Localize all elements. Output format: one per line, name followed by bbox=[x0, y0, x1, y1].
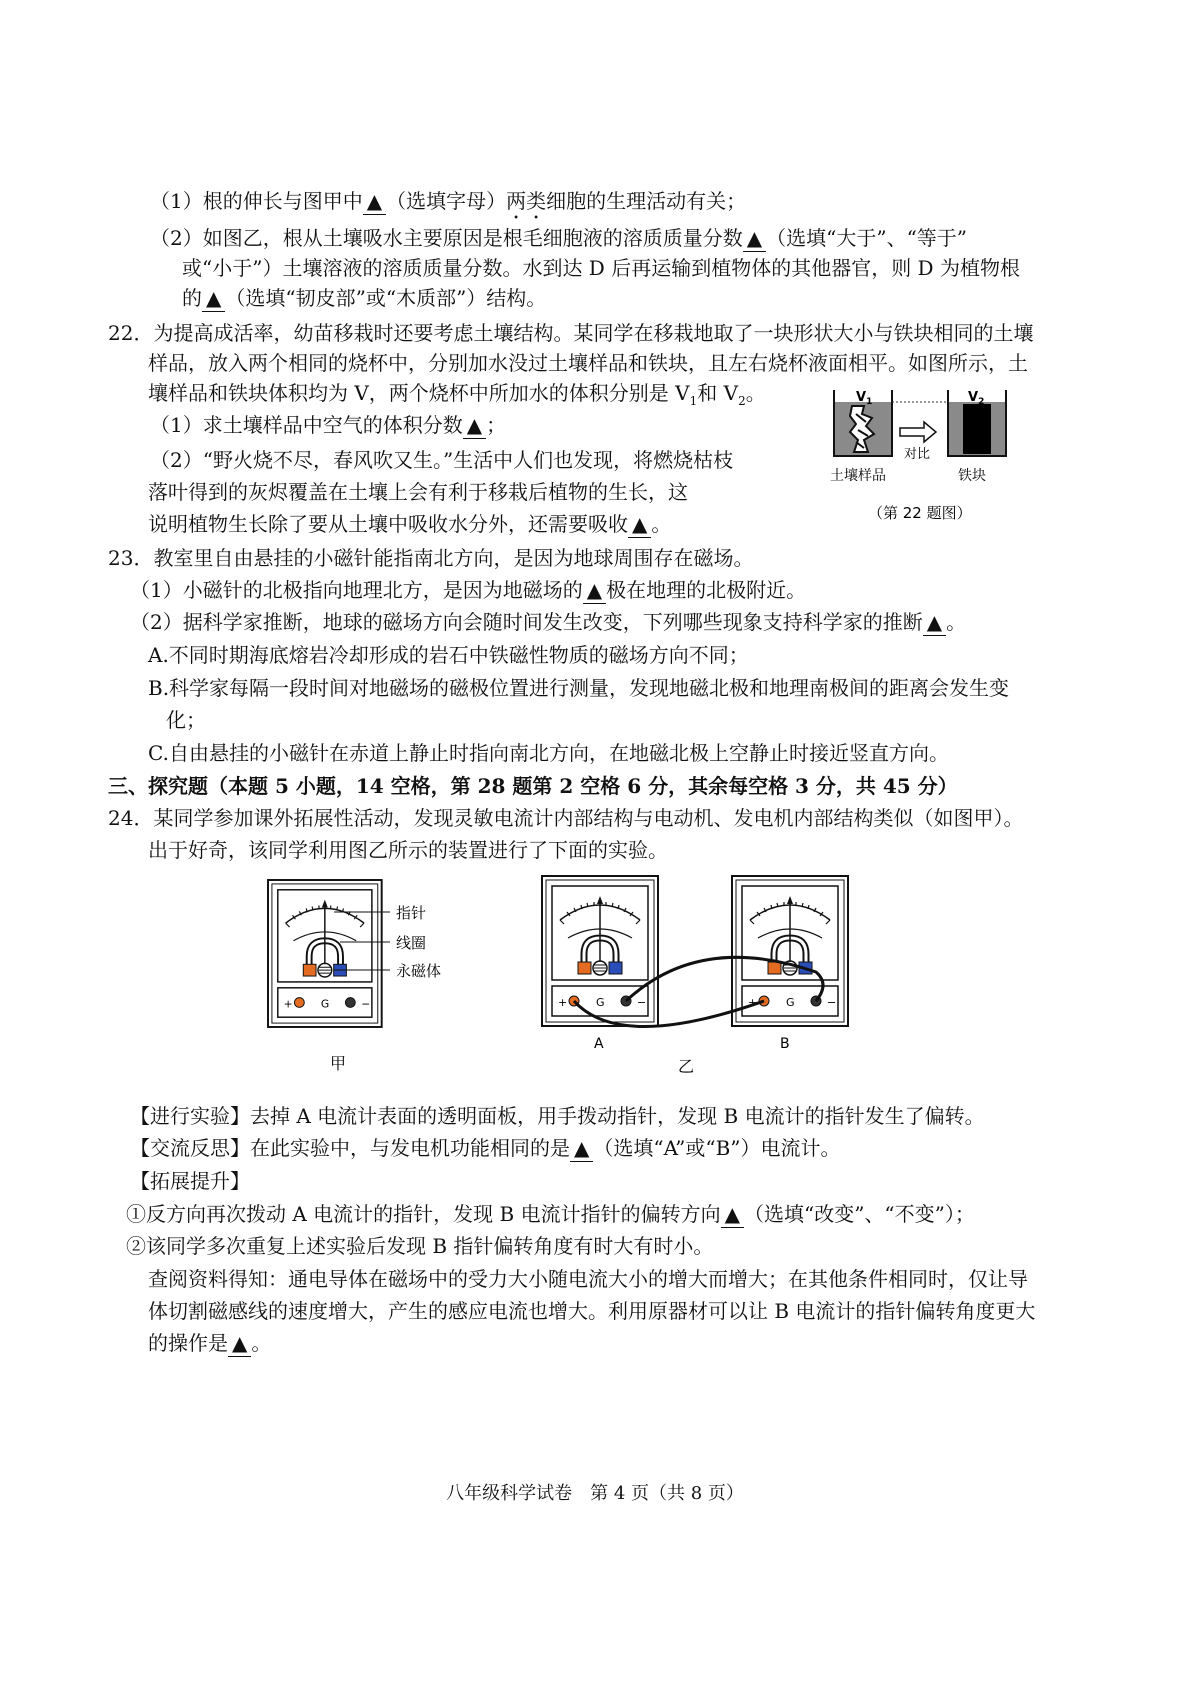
answer-blank[interactable]: ▲ bbox=[363, 188, 386, 215]
svg-text:G: G bbox=[320, 997, 330, 1011]
meter-a-label: A bbox=[594, 1036, 604, 1052]
q24-extension-title: 【拓展提升】 bbox=[130, 1169, 250, 1193]
q24-experiment: 【进行实验】去掉 A 电流计表面的透明面板，用手拨动指针，发现 B 电流计的指针发生了偏转。 bbox=[130, 1104, 985, 1128]
q22-part1: （1）求土壤样品中空气的体积分数 ▲ ； bbox=[150, 413, 507, 437]
q23-stem: 23．教室里自由悬挂的小磁针能指南北方向，是因为地球周围存在磁场。 bbox=[108, 546, 754, 570]
v2-label: $V_2$ bbox=[968, 390, 985, 407]
q24-stem-line1: 24．某同学参加课外拓展性活动，发现灵敏电流计内部结构与电动机、发电机内部结构类似（如图甲）。 bbox=[108, 806, 1024, 830]
figure-caption: （第 22 题图） bbox=[868, 504, 972, 522]
answer-blank[interactable]: ▲ bbox=[743, 225, 766, 252]
q24-info-line2: 体切割磁感线的速度增大，产生的感应电流也增大。利用原器材可以让 B 电流计的指针偏转角度更大 bbox=[148, 1299, 1036, 1323]
q22-stem-line1: 22．为提高成活率，幼苗移栽时还要考虑土壤结构。某同学在移栽地取了一块形状大小与铁块相同的土壤 bbox=[108, 321, 1034, 345]
q22-beaker-figure bbox=[820, 378, 1020, 528]
svg-text:+: + bbox=[748, 996, 758, 1009]
arrow-right-icon bbox=[900, 422, 936, 442]
q23-option-b-line2: 化； bbox=[166, 708, 206, 732]
answer-blank[interactable]: ▲ bbox=[228, 1330, 251, 1357]
soil-label: 土壤样品 bbox=[830, 468, 886, 484]
svg-text:G: G bbox=[596, 996, 605, 1009]
page-footer: 八年级科学试卷 第 4 页（共 8 页） bbox=[446, 1483, 744, 1504]
figure-jia-label: 甲 bbox=[330, 1054, 347, 1073]
q24-reflection: 【交流反思】在此实验中，与发电机功能相同的是 ▲ （选填“A”或“B”）电流计。 bbox=[130, 1136, 841, 1160]
q21-part2-line3: 的 ▲ （选填“韧皮部”或“木质部”）结构。 bbox=[182, 286, 547, 310]
svg-text:−: − bbox=[361, 997, 371, 1011]
iron-label: 铁块 bbox=[958, 468, 986, 484]
q22-stem-line3: 壤样品和铁块体积均为 V，两个烧杯中所加水的体积分别是 $V_1$和 $V_2$。 bbox=[148, 381, 766, 408]
q23-option-c: C.自由悬挂的小磁针在赤道上静止时指向南北方向，在地磁北极上空静止时接近竖直方向。 bbox=[148, 741, 949, 765]
q24-info-line1: 查阅资料得知：通电导体在磁场中的受力大小随电流大小的增大而增大；在其他条件相同时，仅让导 bbox=[148, 1267, 1028, 1291]
answer-blank[interactable]: ▲ bbox=[583, 577, 606, 604]
q24-info-line3: 的操作是 ▲ 。 bbox=[148, 1331, 272, 1355]
q21-part2-line2: 或“小于”）土壤溶液的溶质质量分数。水到达 D 后再运输到植物体的其他器官，则 D 为植物根 bbox=[182, 256, 1020, 280]
svg-text:+: + bbox=[558, 996, 568, 1009]
galvanometer-a bbox=[542, 876, 658, 1026]
svg-text:−: − bbox=[827, 996, 837, 1009]
q22-part2-line2: 落叶得到的灰烬覆盖在土壤上会有利于移栽后植物的生长，这 bbox=[148, 480, 688, 504]
q21-part1: （1）根的伸长与图甲中 ▲ （选填字母）两类细胞的生理活动有关； bbox=[150, 189, 747, 213]
answer-blank[interactable]: ▲ bbox=[463, 412, 486, 439]
q24-extension-2: ②该同学多次重复上述实验后发现 B 指针偏转角度有时大有时小。 bbox=[126, 1234, 714, 1258]
iron-block bbox=[963, 404, 991, 454]
answer-blank[interactable]: ▲ bbox=[628, 511, 651, 538]
q24-galvanometer-figure bbox=[260, 872, 880, 1082]
galvanometer-jia bbox=[268, 880, 382, 1027]
meter-b-label: B bbox=[780, 1036, 790, 1052]
q22-part2-line3: 说明植物生长除了要从土壤中吸收水分外，还需要吸收 ▲ 。 bbox=[148, 512, 672, 536]
coil-label: 线圈 bbox=[396, 934, 427, 952]
compare-label: 对比 bbox=[904, 447, 931, 462]
q22-stem-line2: 样品，放入两个相同的烧杯中，分别加水没过土壤样品和铁块，且左右烧杯液面相平。如图所示，土 bbox=[148, 351, 1028, 375]
q23-part1: （1）小磁针的北极指向地理北方，是因为地磁场的 ▲ 极在地理的北极附近。 bbox=[130, 578, 807, 602]
answer-blank[interactable]: ▲ bbox=[923, 609, 946, 636]
q24-stem-line2: 出于好奇，该同学利用图乙所示的装置进行了下面的实验。 bbox=[148, 838, 668, 862]
figure-yi-label: 乙 bbox=[678, 1057, 695, 1076]
q21-part2-line1: （2）如图乙，根从土壤吸水主要原因是根毛细胞液的溶质质量分数 ▲ （选填“大于”、“等于” bbox=[150, 226, 968, 250]
pointer-label: 指针 bbox=[396, 904, 427, 922]
svg-text:G: G bbox=[786, 996, 795, 1009]
q24-extension-1: ①反方向再次拨动 A 电流计的指针，发现 B 电流计指针的偏转方向 ▲ （选填“改变”、“不变”）； bbox=[126, 1202, 975, 1226]
galvanometer-b bbox=[732, 876, 848, 1026]
q22-part2-line1: （2）“野火烧不尽，春风吹又生。”生活中人们也发现，将燃烧枯枝 bbox=[150, 448, 734, 472]
q23-part2: （2）据科学家推断，地球的磁场方向会随时间发生改变，下列哪些现象支持科学家的推断 ▲ 。 bbox=[130, 610, 967, 634]
svg-text:−: − bbox=[637, 996, 647, 1009]
v1-label: $V_1$ bbox=[856, 390, 873, 407]
q23-option-b-line1: B.科学家每隔一段时间对地磁场的磁极位置进行测量，发现地磁北极和地理南极间的距离会发生变 bbox=[148, 676, 1010, 700]
answer-blank[interactable]: ▲ bbox=[721, 1201, 744, 1228]
magnet-label: 永磁体 bbox=[396, 962, 442, 980]
q23-option-a: A.不同时期海底熔岩冷却形成的岩石中铁磁性物质的磁场方向不同； bbox=[148, 643, 749, 667]
answer-blank[interactable]: ▲ bbox=[570, 1135, 593, 1162]
section-title: 三、探究题（本题 5 小题，14 空格，第 28 题第 2 空格 6 分，其余每空格 3 分，共 45 分） bbox=[108, 774, 958, 798]
answer-blank[interactable]: ▲ bbox=[202, 285, 225, 312]
svg-text:+: + bbox=[283, 997, 293, 1011]
